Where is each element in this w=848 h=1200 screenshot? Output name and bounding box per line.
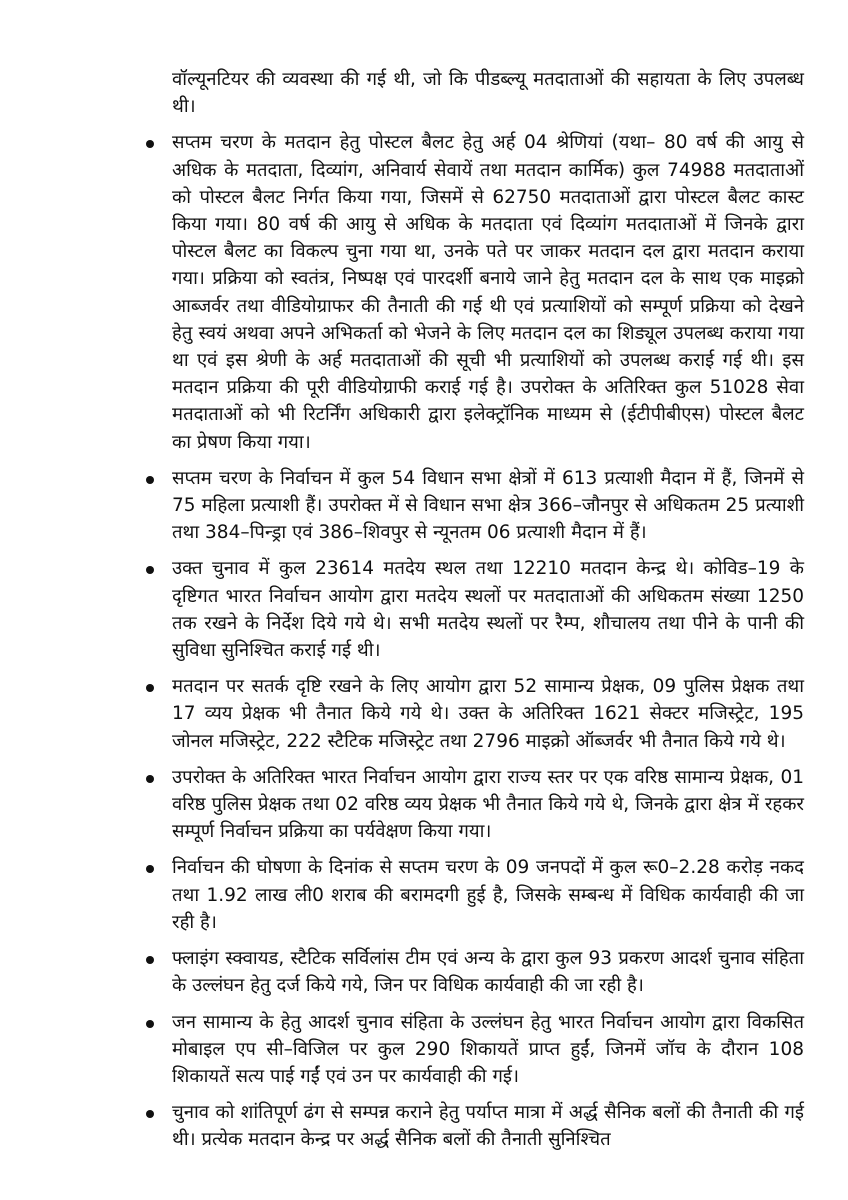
bullet-item-polling-stations bbox=[140, 555, 804, 664]
intro-paragraph: वॉल्यूनटियर की व्यवस्था की गई थी, जो कि पीडब्ल्यू मतदाताओं की सहायता के लिए उपलब्ध थी। bbox=[172, 69, 804, 118]
bullet-icon bbox=[146, 1020, 154, 1028]
bullet-item-mcc-cases bbox=[140, 945, 804, 999]
bullet-text: उक्त चुनाव में कुल 23614 मतदेय स्थल तथा 12210 मतदान केन्द्र थे। कोविड–19 के दृष्टिगत भारत निर्वाचन आयोग द्वारा मतदेय स्थलों पर मतदाताओं की अधिकतम संख्या 1250 तक रखने के निर्देश दिये गये थे। सभी मतदेय स्थलों पर रैम्प, शौचालय तथा पीने के पानी की सुविधा सुनिश्चित कराई गई थी। bbox=[172, 558, 804, 662]
bullet-text: चुनाव को शांतिपूर्ण ढंग से सम्पन्न कराने हेतु पर्याप्त मात्रा में अर्द्ध सैनिक बलों की तैनाती की गई थी। प्रत्येक मतदान केन्द्र पर अर्द्ध सैनिक बलों की तैनाती सुनिश्चित bbox=[172, 1102, 804, 1151]
bullet-icon bbox=[146, 476, 154, 484]
bullet-text: फ्लाइंग स्क्वायड, स्टैटिक सर्विलांस टीम एवं अन्य के द्वारा कुल 93 प्रकरण आदर्श चुनाव संहिता के उल्लंघन हेतु दर्ज किये गये, जिन पर विधिक कार्यवाही की जा रही है। bbox=[172, 948, 804, 997]
bullet-list bbox=[140, 129, 804, 1153]
bullet-text: मतदान पर सतर्क दृष्टि रखने के लिए आयोग द्वारा 52 सामान्य प्रेक्षक, 09 पुलिस प्रेक्षक तथा 17 व्यय प्रेक्षक भी तैनात किये गये थे। उक्त के अतिरिक्त 1621 सेक्टर मजिस्ट्रेट, 195 जोनल मजिस्ट्रेट, 222 स्टैटिक मजिस्ट्रेट तथा 2796 माइक्रो ऑब्जर्वर भी तैनात किये गये थे। bbox=[172, 676, 804, 752]
bullet-icon bbox=[146, 1110, 154, 1118]
bullet-item-postal-ballot bbox=[140, 129, 804, 455]
bullet-icon bbox=[146, 140, 154, 148]
bullet-icon bbox=[146, 865, 154, 873]
bullet-item-observers bbox=[140, 673, 804, 755]
bullet-text: जन सामान्य के हेतु आदर्श चुनाव संहिता के उल्लंघन हेतु भारत निर्वाचन आयोग द्वारा विकसित मोबाइल एप सी–विजिल पर कुल 290 शिकायतें प्राप्त हुईं, जिनमें जॉच के दौरान 108 शिकायतें सत्य पाई गईं एवं उन पर कार्यवाही की गई। bbox=[172, 1011, 804, 1087]
bullet-text: सप्तम चरण के निर्वाचन में कुल 54 विधान सभा क्षेत्रों में 613 प्रत्याशी मैदान में हैं, जिनमें से 75 महिला प्रत्याशी हैं। उपरोक्त में से विधान सभा क्षेत्र 366–जौनपुर से अधिकतम 25 प्रत्याशी तथा 384–पिन्ड्रा एवं 386–शिवपुर से न्यूनतम 06 प्रत्याशी मैदान में हैं। bbox=[172, 467, 804, 544]
bullet-text: निर्वाचन की घोषणा के दिनांक से सप्तम चरण के 09 जनपदों में कुल रू0–2.28 करोड़ नकद तथा 1.92 लाख ली0 शराब की बरामदगी हुई है, जिसके सम्बन्ध में विधिक कार्यवाही की जा रही है। bbox=[172, 857, 804, 933]
bullet-item-security-forces bbox=[140, 1099, 804, 1153]
bullet-text: सप्तम चरण के मतदान हेतु पोस्टल बैलट हेतु अर्ह 04 श्रेणियां (यथा– 80 वर्ष की आयु से अधिक के मतदाता, दिव्यांग, अनिवार्य सेवायें तथा मतदान कार्मिक) कुल 74988 मतदाताओं को पोस्टल बैलट निर्गत किया गया, जिसमें से 62750 मतदाताओं द्वारा पोस्टल बैलट कास्ट किया गया। 80 वर्ष की आयु से अधिक के मतदाता एवं दिव्यांग मतदाताओं में जिनके द्वारा पोस्टल बैलट का विकल्प चुना गया था, उनके पते पर जाकर मतदान दल द्वारा मतदान कराया गया। प्रक्रिया को स्वतंत्र, निष्पक्ष एवं पारदर्शी बनाये जाने हेतु मतदान दल के साथ एक माइक्रो आब्जर्वर तथा वीडियोग्राफर की तैनाती की गई थी एवं प्रत्याशियों को सम्पूर्ण प्रक्रिया को देखने हेतु स्वयं अथवा अपने अभिकर्ता को भेजने के लिए मतदान दल का शिड्यूल उपलब्ध कराया गया था एवं इस श्रेणी के अर्ह मतदाताओं की सूची भी प्रत्याशियों को उपलब्ध कराई गई थी। इस मतदान प्रक्रिया की पूरी वीडियोग्राफी कराई गई है। उपरोक्त के अतिरिक्त कुल 51028 सेवा मतदाताओं को भी रिटर्निंग अधिकारी द्वारा इलेक्ट्रॉनिक माध्यम से (ईटीपीबीएस) पोस्टल बैलट का प्रेषण किया गया। bbox=[172, 132, 804, 453]
bullet-item-cvigil bbox=[140, 1009, 804, 1091]
bullet-text: उपरोक्त के अतिरिक्त भारत निर्वाचन आयोग द्वारा राज्य स्तर पर एक वरिष्ठ सामान्य प्रेक्षक, 01 वरिष्ठ पुलिस प्रेक्षक तथा 02 वरिष्ठ व्यय प्रेक्षक भी तैनात किये गये थे, जिनके द्वारा क्षेत्र में रहकर सम्पूर्ण निर्वाचन प्रक्रिया का पर्यवेक्षण किया गया। bbox=[172, 766, 804, 843]
bullet-icon bbox=[146, 775, 154, 783]
bullet-icon bbox=[146, 684, 154, 692]
document-body bbox=[140, 66, 804, 1163]
bullet-icon bbox=[146, 566, 154, 574]
bullet-item-seizures bbox=[140, 854, 804, 936]
bullet-icon bbox=[146, 956, 154, 964]
bullet-item-candidates bbox=[140, 465, 804, 547]
bullet-item-senior-observers bbox=[140, 764, 804, 846]
